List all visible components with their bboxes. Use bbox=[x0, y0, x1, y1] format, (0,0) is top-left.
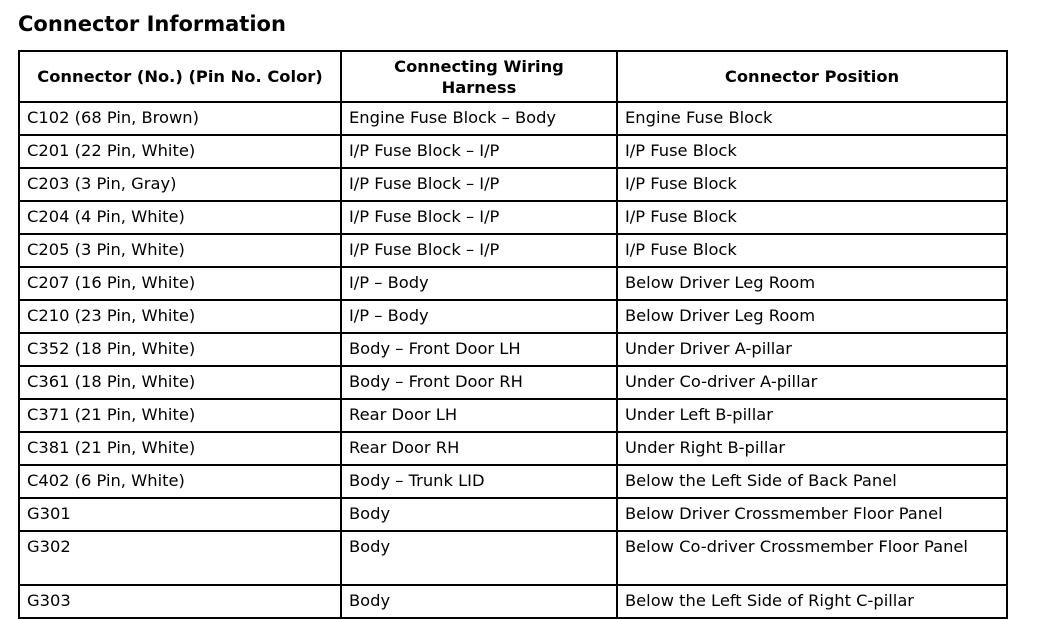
cell-harness: Rear Door LH bbox=[341, 399, 617, 432]
cell-harness: Body bbox=[341, 498, 617, 531]
cell-position: Engine Fuse Block bbox=[617, 102, 1007, 135]
cell-harness: Rear Door RH bbox=[341, 432, 617, 465]
table-row bbox=[19, 234, 1007, 267]
cell-harness: Engine Fuse Block – Body bbox=[341, 102, 617, 135]
cell-connector: C371 (21 Pin, White) bbox=[19, 399, 341, 432]
page-title: Connector Information bbox=[18, 12, 286, 36]
cell-connector: C210 (23 Pin, White) bbox=[19, 300, 341, 333]
table-row bbox=[19, 399, 1007, 432]
cell-connector: C207 (16 Pin, White) bbox=[19, 267, 341, 300]
cell-position: Below Driver Leg Room bbox=[617, 300, 1007, 333]
cell-position: Under Right B-pillar bbox=[617, 432, 1007, 465]
cell-harness: I/P – Body bbox=[341, 300, 617, 333]
cell-position: Under Left B-pillar bbox=[617, 399, 1007, 432]
cell-connector: C381 (21 Pin, White) bbox=[19, 432, 341, 465]
cell-harness: I/P Fuse Block – I/P bbox=[341, 168, 617, 201]
cell-connector: C361 (18 Pin, White) bbox=[19, 366, 341, 399]
cell-harness: Body – Front Door RH bbox=[341, 366, 617, 399]
connector-table bbox=[18, 50, 1008, 619]
table-row bbox=[19, 102, 1007, 135]
cell-connector: C402 (6 Pin, White) bbox=[19, 465, 341, 498]
cell-position: I/P Fuse Block bbox=[617, 168, 1007, 201]
table-row bbox=[19, 300, 1007, 333]
cell-connector: G303 bbox=[19, 585, 341, 618]
cell-position: Below Co-driver Crossmember Floor Panel bbox=[617, 531, 1007, 585]
cell-harness: I/P Fuse Block – I/P bbox=[341, 234, 617, 267]
cell-harness: I/P Fuse Block – I/P bbox=[341, 135, 617, 168]
cell-harness: I/P – Body bbox=[341, 267, 617, 300]
cell-position: Below Driver Crossmember Floor Panel bbox=[617, 498, 1007, 531]
cell-connector: G302 bbox=[19, 531, 341, 585]
cell-harness: I/P Fuse Block – I/P bbox=[341, 201, 617, 234]
cell-connector: C205 (3 Pin, White) bbox=[19, 234, 341, 267]
cell-harness: Body bbox=[341, 585, 617, 618]
cell-position: Below the Left Side of Right C-pillar bbox=[617, 585, 1007, 618]
table-row bbox=[19, 168, 1007, 201]
cell-harness: Body bbox=[341, 531, 617, 585]
cell-harness: Body – Trunk LID bbox=[341, 465, 617, 498]
cell-position: I/P Fuse Block bbox=[617, 201, 1007, 234]
cell-connector: C201 (22 Pin, White) bbox=[19, 135, 341, 168]
table-row bbox=[19, 465, 1007, 498]
table-row bbox=[19, 432, 1007, 465]
header-harness: Connecting Wiring Harness bbox=[341, 51, 617, 102]
table-header-row bbox=[19, 51, 1007, 102]
table-row bbox=[19, 267, 1007, 300]
cell-position: Below Driver Leg Room bbox=[617, 267, 1007, 300]
table-row bbox=[19, 498, 1007, 531]
cell-position: I/P Fuse Block bbox=[617, 234, 1007, 267]
cell-connector: C352 (18 Pin, White) bbox=[19, 333, 341, 366]
table-row bbox=[19, 201, 1007, 234]
table-row bbox=[19, 585, 1007, 618]
cell-position: Under Driver A-pillar bbox=[617, 333, 1007, 366]
table-row bbox=[19, 531, 1007, 585]
cell-harness: Body – Front Door LH bbox=[341, 333, 617, 366]
cell-connector: G301 bbox=[19, 498, 341, 531]
header-connector: Connector (No.) (Pin No. Color) bbox=[19, 51, 341, 102]
cell-position: I/P Fuse Block bbox=[617, 135, 1007, 168]
cell-position: Below the Left Side of Back Panel bbox=[617, 465, 1007, 498]
cell-connector: C203 (3 Pin, Gray) bbox=[19, 168, 341, 201]
table-row bbox=[19, 135, 1007, 168]
header-position: Connector Position bbox=[617, 51, 1007, 102]
cell-connector: C102 (68 Pin, Brown) bbox=[19, 102, 341, 135]
table-row bbox=[19, 366, 1007, 399]
cell-connector: C204 (4 Pin, White) bbox=[19, 201, 341, 234]
cell-position: Under Co-driver A-pillar bbox=[617, 366, 1007, 399]
table-row bbox=[19, 333, 1007, 366]
